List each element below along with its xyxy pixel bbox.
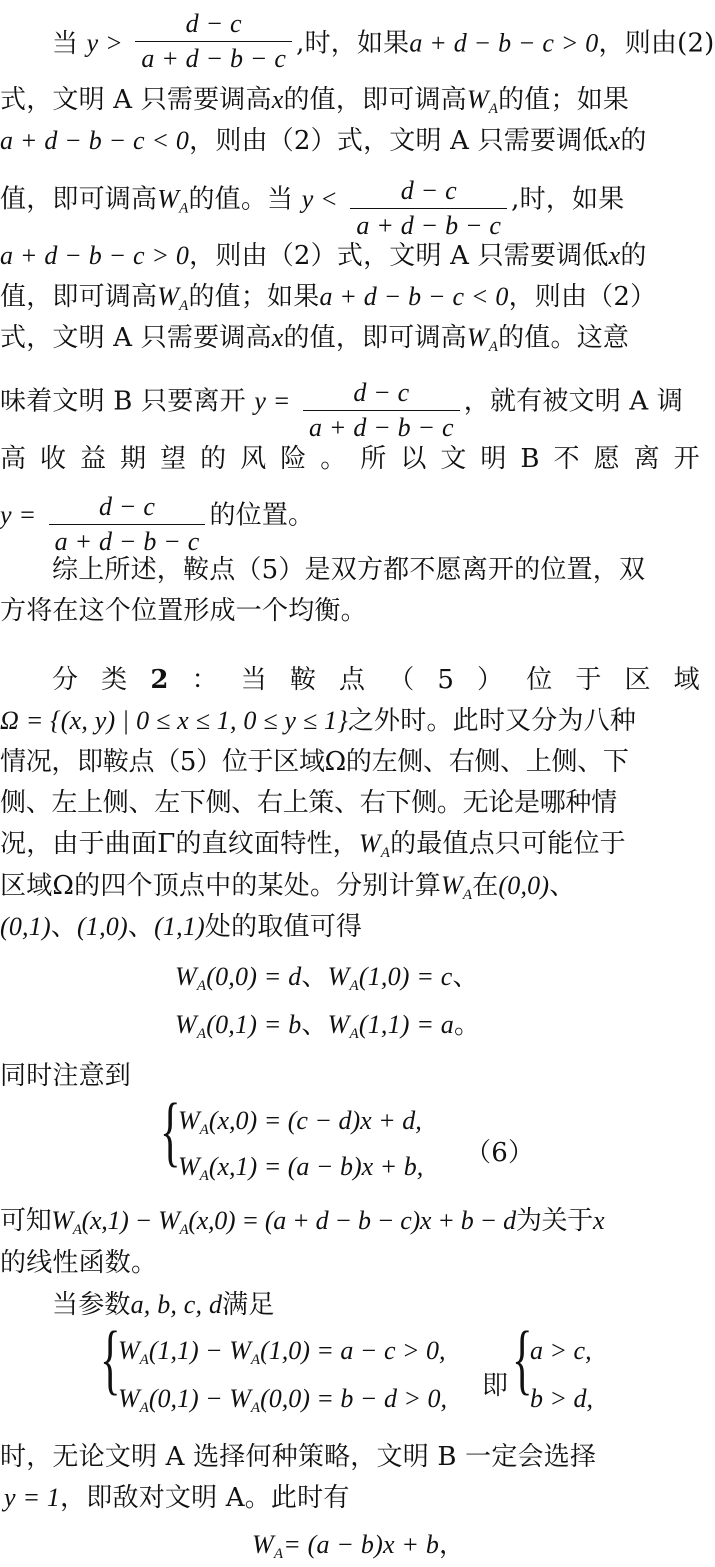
equation-tag-6: （6） <box>465 1138 535 1168</box>
line-14: Ω = {(x, y) | 0 ≤ x ≤ 1, 0 ≤ y ≤ 1}之外时。此时又分为八种 <box>0 706 637 736</box>
line-25: 可知$W_A(x,1) - W_A(x,0) = (a + d - b - c)x + b - d$为关于x <box>0 1206 605 1238</box>
line-13: 分 类 2 ： 当 鞍 点 （ 5 ） 位 于 区 域 <box>52 665 700 695</box>
equation-values-1: $W_A(0,0) = d$、$W_A(1,0) = c$、 <box>175 962 479 994</box>
line-27: 当参数a, b, c, d满足 <box>52 1290 275 1320</box>
fraction: $\frac{d - c}{a + d - b - c}$ <box>350 178 507 239</box>
equation-values-2: $W_A(0,1) = b$、$W_A(1,1) = a$。 <box>175 1010 481 1042</box>
line-15: 情况，即鞍点（5）位于区域Ω的左侧、右侧、上侧、下 <box>0 747 629 777</box>
line-16: 侧、左上侧、左下侧、右上策、右下侧。无论是哪种情 <box>0 788 617 818</box>
line-17: 况，由于曲面Γ的直纹面特性，$W_A$的最值点只可能位于 <box>0 829 626 861</box>
line-26: 的线性函数。 <box>0 1248 158 1278</box>
line-31: y = 1，即敌对文明 A。此时有 <box>4 1483 350 1513</box>
ji-label: 即 <box>482 1371 509 1401</box>
left-brace: { <box>160 1087 181 1174</box>
final-equation: $W_A= (a - b)x + b$， <box>252 1530 466 1562</box>
fraction: $\frac{d - c}{a + d - b - c}$ <box>49 494 206 555</box>
line-30: 时，无论文明 A 选择何种策略，文明 B 一定会选择 <box>0 1442 597 1472</box>
line-12: 方将在这个位置形成一个均衡。 <box>0 596 367 626</box>
left-brace: { <box>512 1315 533 1402</box>
line-11: 综上所述，鞍点（5）是双方都不愿离开的位置，双 <box>52 555 646 585</box>
line-1: 当 y > $\frac{d - c}{a + d - b - c}$ ,时，如果a + d − b − c > 0，则由(2) <box>52 9 715 73</box>
line-5: a + d − b − c > 0，则由（2）式，文明 A 只需要调低x的 <box>0 241 647 271</box>
line-7: 式，文明 A 只需要调高x的值，即可调高$W_A$的值。这意 <box>0 323 630 355</box>
fraction: $\frac{d - c}{a + d - b - c}$ <box>303 380 460 441</box>
line-18: 区域Ω的四个顶点中的某处。分别计算$W_A$在(0,0)、 <box>0 871 576 903</box>
line-10: y = $\frac{d - c}{a + d - b - c}$ 的位置。 <box>0 492 315 556</box>
equation-system-conditions: { $W_A(1,1) - W_A(1,0) = a - c > 0$, $W_A(0,1) - W_A(0,0) = b - d > 0$, <box>100 1315 448 1416</box>
fraction: $\frac{d - c}{a + d - b - c}$ <box>135 11 292 72</box>
equation-system-ji: { a > c, b > d, <box>512 1315 594 1413</box>
line-4: 值，即可调高$W_A$的值。当 y < $\frac{d - c}{a + d - b - c}$ ,时，如果 <box>0 176 625 240</box>
line-19: (0,1)、(1,0)、(1,1)处的取值可得 <box>0 912 363 942</box>
line-6: 值，即可调高$W_A$的值；如果a + d − b − c < 0，则由（2） <box>0 282 657 314</box>
left-brace: { <box>100 1315 121 1402</box>
line-2: 式，文明 A 只需要调高x的值，即可调高$W_A$的值；如果 <box>0 85 630 117</box>
line-9: 高 收 益 期 望 的 风 险 。 所 以 文 明 B 不 愿 离 开 <box>0 444 700 474</box>
line-22: 同时注意到 <box>0 1061 132 1091</box>
equation-system-6: { $W_A(x,0) = (c - d)x + d$, $W_A(x,1) = (a - b)x + b$, <box>160 1087 424 1184</box>
line-8: 味着文明 B 只要离开 y = $\frac{d - c}{a + d - b - c}$ ，就有被文明 A 调 <box>0 378 684 442</box>
line-3: a + d − b − c < 0，则由（2）式，文明 A 只需要调低x的 <box>0 126 647 156</box>
